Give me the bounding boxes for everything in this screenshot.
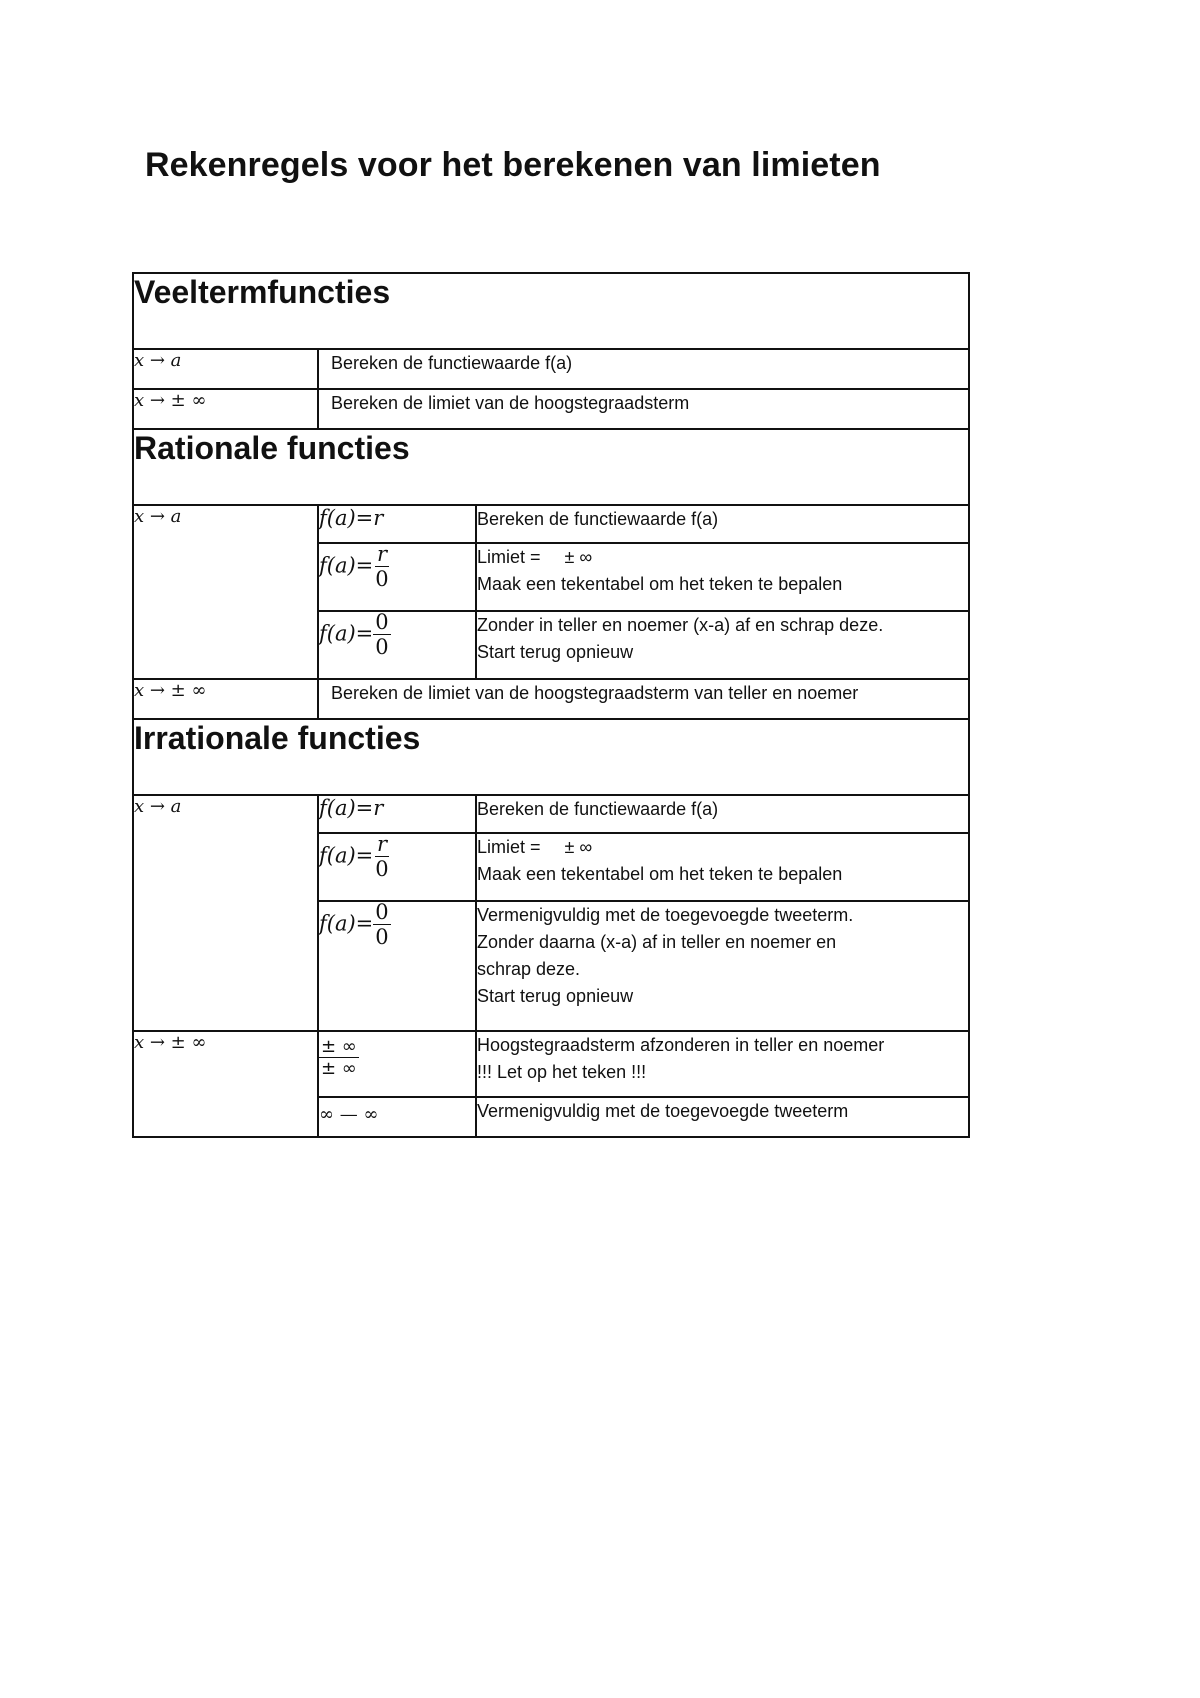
action-line: Zonder in teller en noemer (x-a) af en schrap deze.	[477, 615, 884, 635]
formula-lhs: f(a)=	[319, 506, 374, 530]
fraction	[319, 1038, 359, 1078]
action-cell: Bereken de functiewaarde f(a)	[476, 505, 969, 543]
formula-lhs: f(a)=	[319, 553, 374, 578]
page-title: Rekenregels voor het berekenen van limieten	[145, 146, 881, 184]
table-row	[133, 679, 969, 719]
numerator: r	[376, 542, 387, 566]
formula-cell	[318, 795, 476, 833]
numerator: ± ∞	[321, 1036, 357, 1057]
numerator: r	[376, 832, 387, 856]
formula-cell	[318, 901, 476, 1031]
fraction	[373, 834, 390, 880]
formula-lhs: f(a)=	[319, 621, 374, 646]
denominator: 0	[375, 925, 389, 949]
action-cell	[476, 611, 969, 679]
limit-value: ± ∞	[564, 837, 593, 857]
action-cell: Bereken de functiewaarde f(a)	[318, 349, 969, 389]
table-row	[133, 505, 969, 543]
formula-cell	[318, 833, 476, 901]
formula-rhs: r	[373, 796, 384, 820]
action-cell	[476, 901, 969, 1031]
fraction	[373, 544, 390, 590]
action-line: Maak een tekentabel om het teken te bepalen	[477, 574, 843, 594]
condition-cell: x → a	[133, 795, 318, 1031]
table-row	[133, 1031, 969, 1097]
action-line: schrap deze.	[477, 959, 581, 979]
numerator: 0	[375, 900, 389, 924]
limit-label: Limiet =	[477, 837, 541, 857]
action-cell: Vermenigvuldig met de toegevoegde tweeterm	[476, 1097, 969, 1137]
formula-cell: ∞ — ∞	[318, 1097, 476, 1137]
action-line: Start terug opnieuw	[477, 986, 634, 1006]
section-heading-rationaal: Rationale functies	[133, 429, 969, 505]
formula-lhs: f(a)=	[319, 843, 374, 868]
condition-cell: x → ± ∞	[133, 679, 318, 719]
action-line: Maak een tekentabel om het teken te bepalen	[477, 864, 843, 884]
limit-rules-table	[132, 272, 970, 1138]
action-line: Start terug opnieuw	[477, 642, 634, 662]
section-heading-row	[133, 429, 969, 505]
action-cell: Bereken de functiewaarde f(a)	[476, 795, 969, 833]
numerator: 0	[375, 610, 389, 634]
condition-cell: x → a	[133, 505, 318, 679]
denominator: ± ∞	[321, 1058, 357, 1079]
limit-value: ± ∞	[564, 547, 593, 567]
action-cell: Bereken de limiet van de hoogstegraadsterm	[318, 389, 969, 429]
action-cell	[476, 543, 969, 611]
section-heading-irrationaal: Irrationale functies	[133, 719, 969, 795]
table-row	[133, 389, 969, 429]
section-heading-row	[133, 273, 969, 349]
formula-rhs: r	[373, 506, 384, 530]
formula-cell	[318, 505, 476, 543]
action-line	[477, 544, 968, 571]
denominator: 0	[375, 635, 389, 659]
action-line: Vermenigvuldig met de toegevoegde tweeterm.	[477, 905, 854, 925]
denominator: 0	[375, 857, 389, 881]
action-line	[477, 834, 968, 861]
action-line: Hoogstegraadsterm afzonderen in teller en noemer	[477, 1035, 885, 1055]
formula-cell	[318, 1031, 476, 1097]
section-heading-veelterm: Veeltermfuncties	[133, 273, 969, 349]
fraction	[373, 612, 390, 658]
action-line: !!! Let op het teken !!!	[477, 1062, 647, 1082]
action-cell: Bereken de limiet van de hoogstegraadsterm van teller en noemer	[318, 679, 969, 719]
table-row	[133, 795, 969, 833]
denominator: 0	[375, 567, 389, 591]
formula-cell	[318, 611, 476, 679]
fraction	[373, 902, 390, 948]
condition-cell: x → ± ∞	[133, 389, 318, 429]
table-row	[133, 349, 969, 389]
limit-label: Limiet =	[477, 547, 541, 567]
condition-cell: x → ± ∞	[133, 1031, 318, 1137]
formula-lhs: f(a)=	[319, 911, 374, 936]
action-line: Zonder daarna (x-a) af in teller en noemer en	[477, 932, 837, 952]
formula-cell	[318, 543, 476, 611]
action-cell	[476, 1031, 969, 1097]
condition-cell: x → a	[133, 349, 318, 389]
formula-lhs: f(a)=	[319, 796, 374, 820]
action-cell	[476, 833, 969, 901]
section-heading-row	[133, 719, 969, 795]
